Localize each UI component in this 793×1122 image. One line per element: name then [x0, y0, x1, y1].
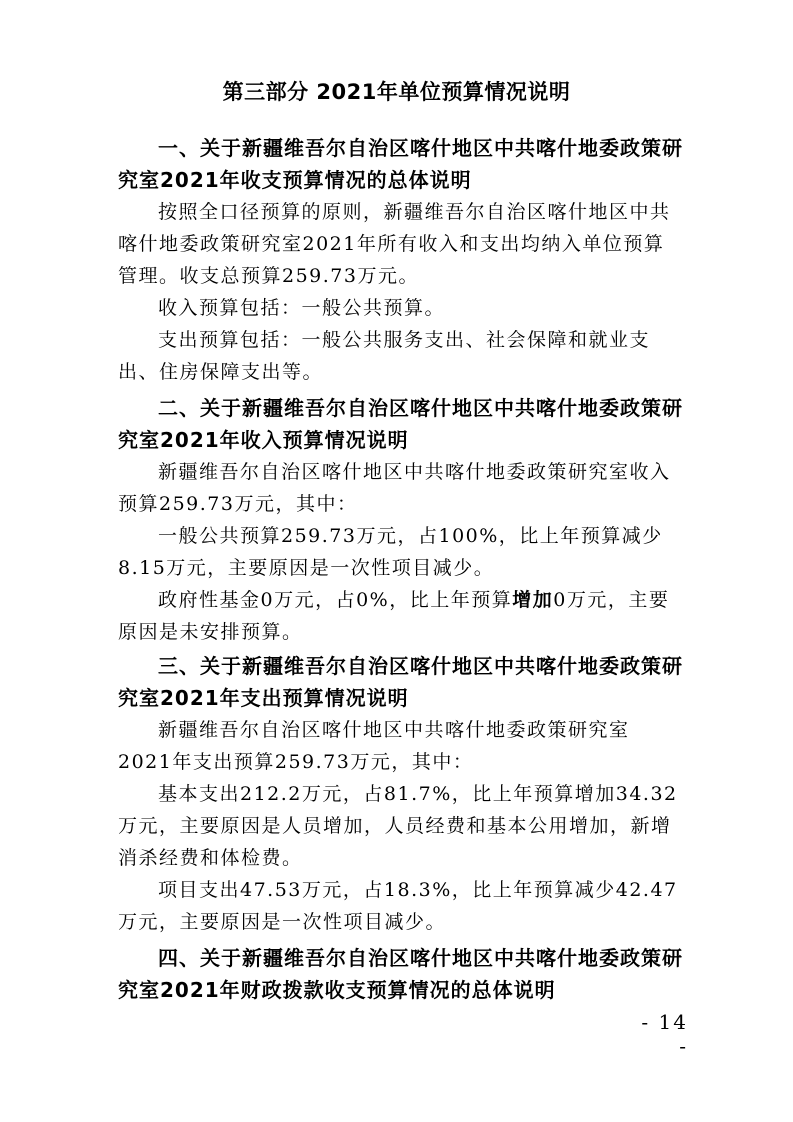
paragraph-text: 政府性基金0万元，占0%，比上年预算 — [158, 589, 513, 611]
section-3-paragraph-2: 基本支出212.2万元，占81.7%，比上年预算增加34.32万元，主要原因是人员增加，人员经费和基本公用增加，新增消杀经费和体检费。 — [118, 783, 678, 869]
section-1-paragraph-1: 按照全口径预算的原则，新疆维吾尔自治区喀什地区中共喀什地委政策研究室2021年所有收入和支出均纳入单位预算管理。收支总预算259.73万元。 — [118, 201, 671, 287]
section-2-paragraph-1: 新疆维吾尔自治区喀什地区中共喀什地委政策研究室收入预算259.73万元，其中： — [118, 461, 671, 515]
section-3-paragraph-3: 项目支出47.53万元，占18.3%，比上年预算减少42.47万元，主要原因是一次性项目减少。 — [118, 879, 678, 933]
paragraph-text: 0万元，主要原因是未安排预算。 — [118, 589, 670, 643]
section-1-paragraph-2: 收入预算包括：一般公共预算。 — [158, 297, 446, 319]
section-3-heading: 三、关于新疆维吾尔自治区喀什地区中共喀什地委政策研究室2021年支出预算情况说明 — [118, 654, 683, 710]
section-2-paragraph-2: 一般公共预算259.73万元，占100%，比上年预算减少8.15万元，主要原因是一次性项目减少。 — [118, 525, 663, 579]
section-1-paragraph-3: 支出预算包括：一般公共服务支出、社会保障和就业支出、住房保障支出等。 — [118, 329, 651, 383]
page-number: - 14 - — [641, 1010, 688, 1058]
page-title: 第三部分 2021年单位预算情况说明 — [222, 80, 571, 104]
emphasis-text: 增加 — [512, 589, 554, 611]
section-4-heading: 四、关于新疆维吾尔自治区喀什地区中共喀什地委政策研究室2021年财政拨款收支预算情况的总体说明 — [118, 946, 683, 1002]
section-2-heading: 二、关于新疆维吾尔自治区喀什地区中共喀什地委政策研究室2021年收入预算情况说明 — [118, 396, 683, 452]
section-2-paragraph-3 — [118, 584, 683, 648]
section-3-paragraph-1: 新疆维吾尔自治区喀什地区中共喀什地委政策研究室2021年支出预算259.73万元，其中： — [118, 719, 630, 773]
section-1-heading: 一、关于新疆维吾尔自治区喀什地区中共喀什地委政策研究室2021年收支预算情况的总体说明 — [118, 136, 683, 192]
